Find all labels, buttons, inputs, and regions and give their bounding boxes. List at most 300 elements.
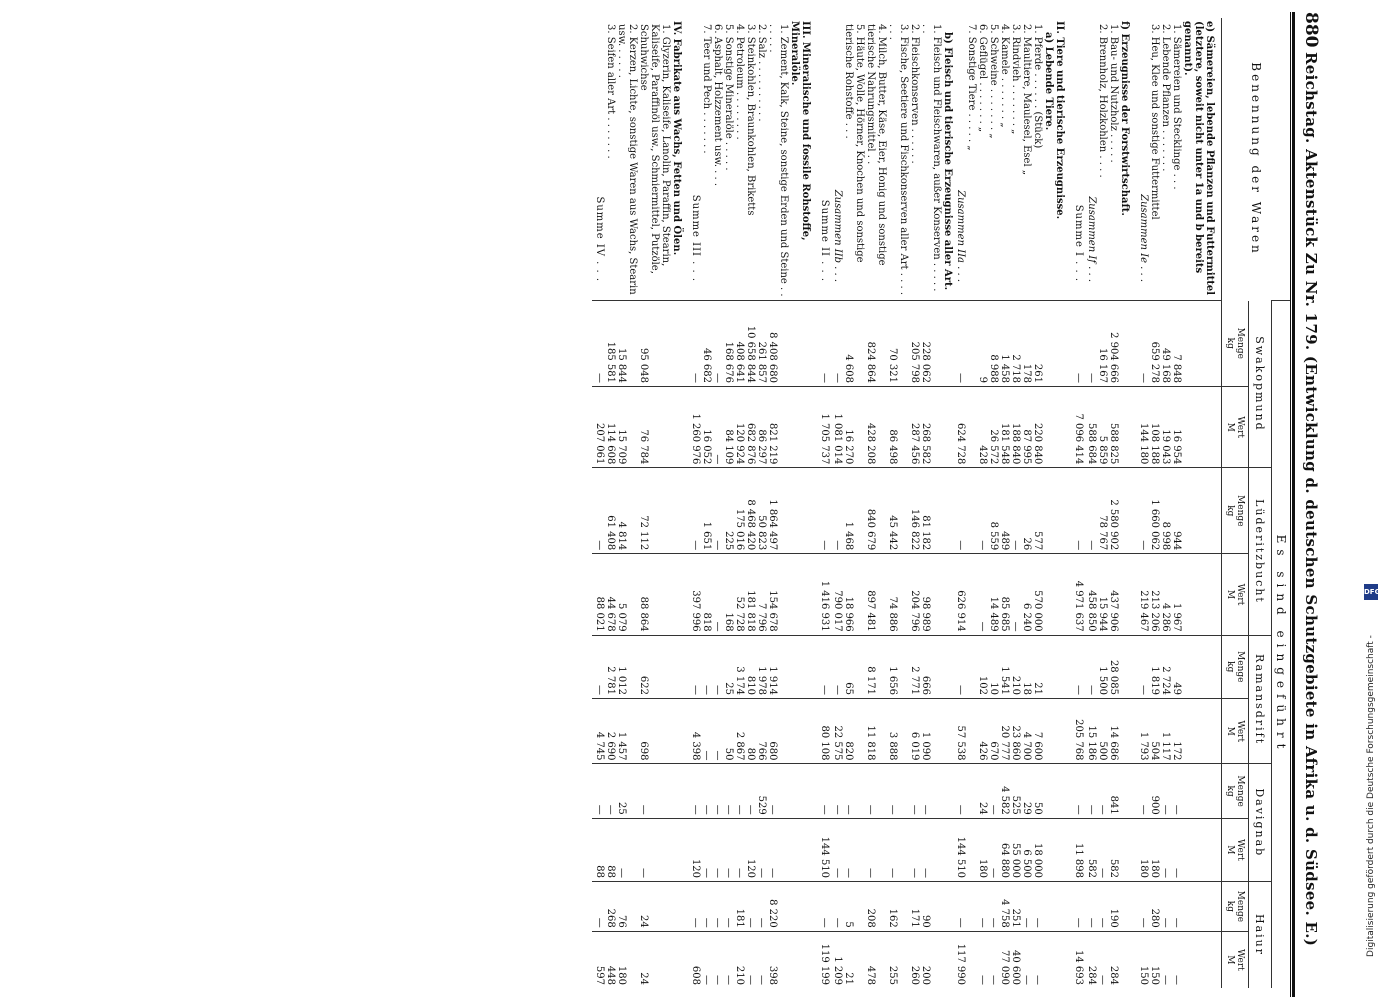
wert-cell: — [1171,818,1182,881]
menge-cell: — [1097,882,1108,932]
menge-cell: 8 171 [865,635,887,698]
wert-cell [671,931,688,988]
wert-cell: — [909,818,920,881]
wert-cell: 50 [723,698,734,764]
wert-cell: 14 489 [988,554,999,635]
table-body [592,18,1222,988]
unit-wert [1222,386,1249,467]
wert-cell: 114 608 [605,386,616,467]
wert-cell: — [734,818,745,881]
row-label: 1. Bau- und Nutzholz . . . . . [1108,24,1119,163]
wert-cell: 88 021 [592,554,605,635]
wert-cell: 80 108 [817,698,830,764]
menge-cell: 1 914 [767,635,789,698]
row-label: 6. Geflügel . . . . . . . „ [977,24,988,133]
digitization-note [1361,588,1381,996]
table-row [1160,18,1171,988]
menge-cell: 5 [843,882,865,932]
menge-cell: 666 [920,635,942,698]
wert-cell: — [745,931,756,988]
import-table-wrap [0,18,1290,993]
wert-cell: 398 [767,931,789,988]
row-label: 7. Teer und Pech . . . . . . . [701,24,712,154]
wert-cell: 397 996 [688,554,701,635]
menge-cell: 225 [723,468,734,554]
wert-cell: 26 572 [988,386,999,467]
menge-cell: 8 468 420 [745,468,756,554]
wert-cell: 204 796 [909,554,920,635]
table-row [909,18,920,988]
wert-label: Wert [1235,583,1245,606]
wert-cell: 20 777 [999,698,1010,764]
menge-cell: 489 [999,468,1010,554]
wert-cell: 820 [843,698,865,764]
wert-cell: — [712,931,723,988]
wert-cell: 4 700 [1021,698,1032,764]
menge-cell: 10 [988,635,999,698]
menge-cell: — [953,882,966,932]
wert-cell: 766 [756,698,767,764]
row-label: Zusammen If . . . [1086,196,1097,283]
menge-cell: 840 679 [865,468,887,554]
import-table [592,18,1290,988]
menge-cell: 8 998 [1160,468,1171,554]
wert-cell: — [1160,818,1171,881]
wert-cell: — [830,818,843,881]
wert-cell: — [756,931,767,988]
wert-cell: 84 109 [723,386,734,467]
wert-cell: 207 061 [592,386,605,467]
wert-cell: — [756,818,767,881]
menge-cell: — [767,764,789,818]
menge-cell: — [953,301,966,387]
menge-cell: 1 656 [887,635,909,698]
menge-cell: — [688,882,701,932]
menge-cell [1119,764,1136,818]
row-label: 2. Salz . . . . . . . . . . [756,24,767,122]
head-rule [1292,12,1295,997]
wert-cell: 120 [688,818,701,881]
wert-cell: 570 000 [1032,554,1043,635]
row-label: 3. Heu, Klee und sonstige Futtermittel [1149,24,1160,220]
wert-cell: 52 728 [734,554,745,635]
menge-cell: — [953,635,966,698]
wert-cell [671,386,688,467]
wert-cell: 15 709 [616,386,638,467]
digitization-note-text: Digitalisierung gefördert durch die Deutsche Forschungsgemeinschaft - [1366,635,1376,957]
wert-cell: 180 [977,818,988,881]
wert-cell [1182,698,1222,764]
menge-cell: 577 [1032,468,1043,554]
menge-cell: 24 [638,882,671,932]
menge-cell: — [688,301,701,387]
menge-cell: 8 988 [988,301,999,387]
wert-cell: 4 745 [592,698,605,764]
wert-cell: 897 481 [865,554,887,635]
menge-cell: 659 278 [1149,301,1160,387]
menge-cell [1054,764,1071,818]
menge-label: Menge [1235,890,1245,923]
menge-cell: — [817,301,830,387]
wert-cell: 220 840 [1032,386,1043,467]
wert-cell: 428 208 [865,386,887,467]
wert-cell [942,818,953,881]
wert-cell: — [712,386,723,467]
wert-unit: M [1225,422,1235,432]
row-label: f) Erzeugnisse der Forstwirtschaft. [1119,21,1130,216]
menge-cell: — [1071,635,1084,698]
dfg-logo: DFG [1364,584,1378,600]
menge-cell: — [688,468,701,554]
unit-wert [1222,931,1249,988]
menge-cell [942,764,953,818]
wert-cell [1054,698,1071,764]
row-label: Summe III . . . [690,194,701,283]
table-row [887,18,909,988]
wert-cell: 478 [865,931,887,988]
unit-wert [1222,818,1249,881]
wert-cell: 88 [605,818,616,881]
unit-menge [1222,301,1249,387]
wert-cell: 18 000 [1032,818,1043,881]
row-label: 1. Sämereien und Stecklinge . . . [1171,24,1182,190]
menge-cell: 2 771 [909,635,920,698]
wert-cell: 86 498 [887,386,909,467]
table-row [616,18,638,988]
table-row [1054,18,1071,988]
wert-cell [1182,818,1222,881]
wert-cell: 5 859 [1097,386,1108,467]
wert-cell: 426 [977,698,988,764]
wert-cell [966,818,977,881]
wert-cell: 219 467 [1136,554,1149,635]
wert-cell: 150 [1136,931,1149,988]
table-row [671,18,688,988]
wert-cell [789,931,817,988]
wert-cell: 670 [988,698,999,764]
menge-cell: 146 822 [909,468,920,554]
row-label: Summe I . . . [1073,204,1084,283]
menge-cell: 1 541 [999,635,1010,698]
menge-cell: 251 [1010,882,1021,932]
wert-cell [942,931,953,988]
row-label: 2. Kerzen, Lichte, sonstige Waren aus Wachs, Stearin usw. . . . . . [616,24,638,295]
table-row [1171,18,1182,988]
menge-label: Menge [1235,327,1245,359]
wert-cell [1119,818,1136,881]
menge-cell [671,301,688,387]
menge-cell: 228 062 [920,301,942,387]
wert-cell: — [723,818,734,881]
menge-cell: — [1084,301,1097,387]
row-label: 4. Petroleum . . . . . . . . [734,24,745,140]
wert-cell: 144 510 [817,818,830,881]
menge-cell: — [830,764,843,818]
menge-cell: 95 048 [638,301,671,387]
menge-cell: 190 [1108,882,1119,932]
wert-cell: 626 914 [953,554,966,635]
wert-cell: 287 456 [909,386,920,467]
row-label: 5. Sonstige Mineralöle . . . . . [723,24,734,171]
menge-cell [966,301,977,387]
menge-cell: 25 [723,635,734,698]
menge-cell [671,468,688,554]
menge-cell: — [830,468,843,554]
menge-cell [789,882,817,932]
wert-cell: 22 575 [830,698,843,764]
menge-cell: — [745,882,756,932]
wert-label: Wert [1235,416,1245,439]
wert-cell: — [977,554,988,635]
menge-cell: 810 [745,635,756,698]
wert-cell [1054,386,1071,467]
row-label: 4. Kamele . . . . . . . „ [999,24,1010,128]
menge-cell: — [1032,882,1043,932]
menge-cell: 24 [977,764,988,818]
menge-cell: 2 724 [1160,635,1171,698]
wert-cell: 172 [1171,698,1182,764]
wert-cell [789,554,817,635]
wert-cell [1043,554,1054,635]
table-row [701,18,712,988]
wert-cell: — [1171,931,1182,988]
menge-cell: — [1136,635,1149,698]
table-row [756,18,767,988]
menge-cell: — [638,764,671,818]
menge-cell [966,468,977,554]
wert-cell: 77 090 [999,931,1010,988]
menge-cell: — [592,468,605,554]
wert-cell: 255 [887,931,909,988]
unit-menge [1222,468,1249,554]
wert-cell: 6 500 [1021,818,1032,881]
wert-cell: 87 995 [1021,386,1032,467]
menge-cell: — [688,635,701,698]
wert-cell: 608 [688,931,701,988]
wert-cell: 14 686 [1108,698,1119,764]
wert-cell: 6 019 [909,698,920,764]
wert-cell: 448 [605,931,616,988]
wert-cell: 108 188 [1149,386,1160,467]
wert-cell: — [865,818,887,881]
menge-cell: 78 767 [1097,468,1108,554]
menge-cell: 1 500 [1097,635,1108,698]
wert-cell [966,698,977,764]
menge-cell: 4 814 [616,468,638,554]
wert-unit: M [1225,845,1235,855]
table-row [942,18,953,988]
wert-cell: 821 219 [767,386,789,467]
menge-cell: — [817,882,830,932]
menge-cell: 4 582 [999,764,1010,818]
menge-cell: — [953,764,966,818]
menge-cell: 16 167 [1097,301,1108,387]
place-header-swakopmund: Swakopmund [1249,301,1272,468]
menge-cell: 2 718 [1010,301,1021,387]
menge-cell: — [592,882,605,932]
place-header-luederitzbucht: Lüderitzbucht [1249,468,1272,635]
wert-cell: 213 206 [1149,554,1160,635]
menge-label: Menge [1235,495,1245,527]
row-label: IV. Fabrikate aus Wachs, Fetten und Ölen. [671,21,682,256]
wert-cell: 1 260 976 [688,386,701,467]
row-label: 7. Sonstige Tiere . . . . . „ [966,24,977,151]
menge-cell: 70 321 [887,301,909,387]
table-row [953,18,966,988]
wert-cell: 119 199 [817,931,830,988]
row-label: 1. Zement, Kalk, Steine, sonstige Erden und Steine . . . . . . . [767,24,789,297]
menge-cell [1054,635,1071,698]
menge-cell: — [1071,301,1084,387]
wert-cell: 582 [1084,818,1097,881]
menge-unit: kg [1225,900,1235,912]
wert-cell: 1 081 014 [830,386,843,467]
menge-cell: 3 174 [734,635,745,698]
wert-cell: 150 [1149,931,1160,988]
menge-cell: — [701,764,712,818]
wert-cell: 24 [638,931,671,988]
row-label: 3. Steinkohlen, Braunkohlen, Briketts [745,24,756,216]
wert-cell: 144 180 [1136,386,1149,467]
row-label: 2. Fleischkonserven . . . . . . [909,24,920,164]
menge-cell: 525 [1010,764,1021,818]
menge-cell: 1 468 [843,468,865,554]
table-row [1136,18,1149,988]
wert-cell: 284 [1084,931,1097,988]
row-label: 5. Häute, Wolle, Hörner, Knochen und sonstige tierische Rohstoffe . . . [843,24,865,263]
menge-cell: — [1136,882,1149,932]
menge-cell: 46 682 [701,301,712,387]
wert-cell: 7 096 414 [1071,386,1084,467]
wert-cell: 18 966 [843,554,865,635]
menge-cell: 76 [616,882,638,932]
menge-cell: — [843,764,865,818]
menge-unit: kg [1225,505,1235,517]
table-row [988,18,999,988]
wert-cell: 268 582 [920,386,942,467]
wert-cell: 698 [638,698,671,764]
menge-unit: kg [1225,785,1235,797]
wert-cell: 64 880 [999,818,1010,881]
menge-cell: — [592,301,605,387]
wert-cell: 284 [1108,931,1119,988]
wert-label: Wert [1235,720,1245,743]
menge-cell: 1 819 [1149,635,1160,698]
page-title: Reichstag. Aktenstück Zu Nr. 179. (Entwicklung d. deutschen Schutzgebiete in Afrika u. d. Südsee. E.) [1302,52,1320,947]
wert-cell: — [701,818,712,881]
wert-label: Wert [1235,839,1245,861]
wert-cell: 11 898 [1071,818,1084,881]
menge-cell: 4 608 [843,301,865,387]
row-label: 1. Fleisch und Fleischwaren, außer Konserven . . . . . . . [920,24,942,292]
menge-cell: 210 [1010,635,1021,698]
menge-cell: 841 [1108,764,1119,818]
menge-cell: — [712,468,723,554]
menge-cell [1043,301,1054,387]
menge-cell: 824 864 [865,301,887,387]
menge-cell: 8 220 [767,882,789,932]
wert-cell [1054,931,1071,988]
row-label: Zusammen Ie . . . [1138,194,1149,283]
wert-cell: 682 876 [745,386,756,467]
table-row [767,18,789,988]
row-label: b) Fleisch und tierische Erzeugnisse aller Art. [942,32,953,291]
wert-cell: 210 [734,931,745,988]
menge-cell [671,635,688,698]
menge-cell: — [712,635,723,698]
table-row [920,18,942,988]
table-row [1097,18,1108,988]
wert-cell: 144 510 [953,818,966,881]
menge-cell [1054,468,1071,554]
menge-cell: — [817,635,830,698]
table-row [977,18,988,988]
menge-cell: — [988,764,999,818]
row-label: 1. Pferde . . . . . . (Stück) [1032,24,1043,149]
wert-cell: — [701,698,712,764]
menge-cell: 280 [1149,882,1160,932]
wert-cell: 16 270 [843,386,865,467]
menge-cell: 205 798 [909,301,920,387]
menge-cell: — [830,882,843,932]
menge-cell: — [830,301,843,387]
wert-cell: 23 860 [1010,698,1021,764]
menge-cell [1182,882,1222,932]
menge-cell: 261 857 [756,301,767,387]
wert-cell: 582 [1108,818,1119,881]
table-row [1021,18,1032,988]
menge-cell: 1 660 062 [1149,468,1160,554]
wert-cell: 428 [977,386,988,467]
wert-cell: 5 079 [616,554,638,635]
wert-cell [671,818,688,881]
wert-cell: 1 090 [920,698,942,764]
unit-wert [1222,554,1249,635]
wert-cell [942,554,953,635]
menge-cell: — [920,764,942,818]
row-label: e) Sämereien, lebende Pflanzen und Futtermittel (letztere, soweit nicht unter 1a und b bereits genannt). [1182,21,1215,296]
wert-cell: 88 [592,818,605,881]
menge-cell: — [701,635,712,698]
menge-cell: 26 [1021,468,1032,554]
row-label: II. Tiere und tierische Erzeugnisse. [1054,21,1065,220]
table-row [1043,18,1054,988]
wert-cell [1182,386,1222,467]
wert-cell: 16 954 [1171,386,1182,467]
table-row [734,18,745,988]
wert-cell: 19 043 [1160,386,1171,467]
menge-cell: — [953,468,966,554]
menge-cell: 171 [909,882,920,932]
place-header-ramansdrift: Ramansdrift [1249,635,1272,764]
menge-cell: — [830,635,843,698]
menge-cell: 1 864 497 [767,468,789,554]
menge-cell: 81 182 [920,468,942,554]
menge-cell: — [1136,468,1149,554]
imports-group-header: Es sind eingeführt [1272,301,1291,988]
wert-cell: 3 888 [887,698,909,764]
wert-cell [1043,818,1054,881]
menge-cell: 529 [756,764,767,818]
wert-cell: — [1097,818,1108,881]
wert-cell: 1 967 [1171,554,1182,635]
wert-cell: 680 [767,698,789,764]
head-rule-thin [1290,12,1291,997]
menge-cell [1043,764,1054,818]
row-label: 2. Lebende Pflanzen . . . . . . . [1160,24,1171,172]
menge-unit: kg [1225,661,1235,673]
place-header-haiur: Haiur [1249,882,1272,988]
